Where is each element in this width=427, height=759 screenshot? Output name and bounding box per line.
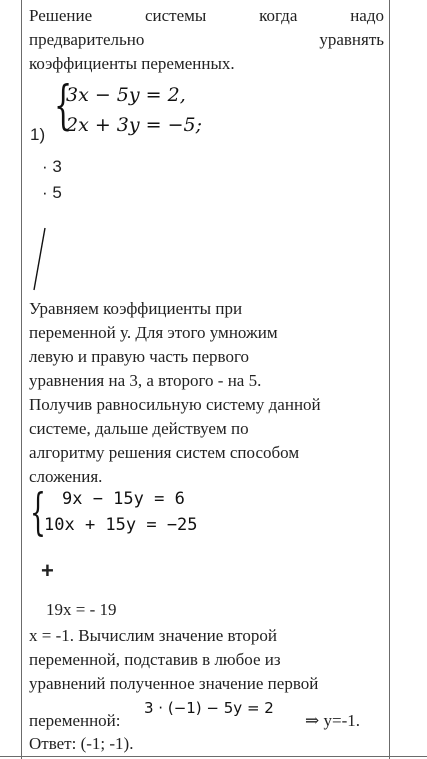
solution-line: уравнений полученное значение первой [29, 674, 319, 693]
substitution-prefix: переменной: [29, 711, 121, 730]
explanation-paragraph [29, 297, 389, 489]
solution-line: переменной, подставив в любое из [29, 650, 281, 669]
intro-line-3: коэффициенты переменных. [29, 54, 235, 73]
explanation-line: сложения. [29, 467, 103, 486]
answer: Ответ: (-1; -1). [29, 734, 134, 753]
system-1-equation-1: 3x − 5y = 2, [66, 84, 186, 106]
y-result: ⇒ y=-1. [305, 711, 360, 730]
system-1-equation-2: 2x + 3y = −5; [66, 114, 203, 136]
system-2-brace: { [30, 483, 46, 541]
result-equation: 19x = - 19 [46, 600, 117, 619]
multiplier-3: · 3 [42, 157, 62, 176]
plus-sign: + [41, 558, 54, 583]
system-number: 1) [30, 125, 46, 144]
intro-line-2: предварительно уравнять [29, 30, 384, 49]
system-1-brace: { [54, 76, 73, 136]
system-2-equation-2: 10x + 15y = −25 [44, 515, 198, 535]
explanation-line: переменной у. Для этого умножим [29, 323, 278, 342]
system-2-equation-1: 9x − 15y = 6 [62, 489, 185, 509]
explanation-line: Получив равносильную систему данной [29, 395, 321, 414]
intro-line-1: Решение системы когда надо [29, 6, 384, 25]
explanation-line: системе, дальше действуем по [29, 419, 249, 438]
solution-paragraph [29, 624, 389, 696]
explanation-line: левую и правую часть первого [29, 347, 249, 366]
explanation-line: алгоритму решения систем способом [29, 443, 300, 462]
explanation-line: Уравняем коэффициенты при [29, 299, 243, 318]
substitution-formula: 3 · (−1) − 5y = 2 [144, 699, 274, 717]
solution-line: x = -1. Вычислим значение второй [29, 626, 277, 645]
multiplier-5: · 5 [42, 183, 62, 202]
explanation-line: уравнения на 3, а второго - на 5. [29, 371, 262, 390]
